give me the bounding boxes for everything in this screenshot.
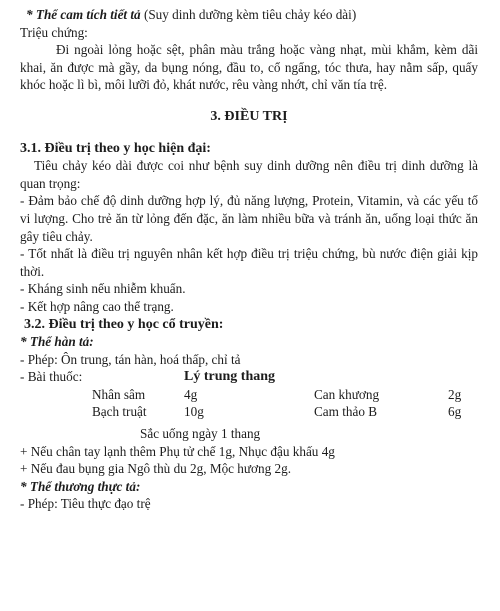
modern-bullet: - Tốt nhất là điều trị nguyên nhân kết hợp điều trị triệu chứng, bù nước điện giải kịp thời. — [20, 246, 478, 279]
recipe-label: - Bài thuốc: — [20, 369, 83, 385]
recipe-name: Lý trung thang — [184, 369, 276, 385]
cam-tich-heading: * Thể cam tích tiết tả — [26, 7, 141, 22]
thuong-thuc-ta-heading: * Thể thương thực tả: — [20, 478, 141, 494]
cam-tich-heading-rest: (Suy dinh dưỡng kèm tiêu chảy kéo dài) — [140, 7, 357, 22]
thuong-thuc-ta-method: - Phép: Tiêu thực đạo trệ — [20, 496, 151, 512]
ingredient-qty: 10g — [184, 404, 204, 420]
ingredient-qty: 4g — [184, 386, 198, 402]
section-title: 3. ĐIỀU TRỊ — [210, 108, 288, 124]
cam-tich-heading-line — [20, 6, 478, 24]
symptoms-text: Đi ngoài lỏng hoặc sệt, phân màu trắng hoặc vàng nhạt, mùi khắm, kèm dãi khai, ăn được mà gầy, da bụng nóng, đầu to, cổ ngẩng, tóc thưa, hay nằm sấp, quấy khóc hoặc lì bì, môi lưỡi đỏ, khát nước, rêu vàng nhớt, chỉ văn tía trệ. — [20, 42, 478, 93]
symptoms-label: Triệu chứng: — [20, 24, 88, 40]
ingredient-qty: 6g — [448, 404, 462, 420]
ingredient-row — [20, 403, 478, 421]
recipe-title-line — [20, 368, 478, 386]
modern-bullet: - Đảm bảo chế độ dinh dưỡng hợp lý, đủ năng lượng, Protein, Vitamin, và các yếu tố vi lượng. Cho trẻ ăn từ lỏng đến đặc, ăn làm nhiều bữa và tránh ăn, uống loại thức ăn gây tiêu chảy. — [20, 193, 478, 244]
han-ta-method: - Phép: Ôn trung, tán hàn, hoá thấp, chỉ tả — [20, 351, 241, 367]
modern-treatment-heading: 3.1. Điều trị theo y học hiện đại: — [20, 140, 211, 156]
ingredient-name: Bạch truật — [92, 404, 147, 420]
addition-line: + Nếu đau bụng gia Ngô thù du 2g, Mộc hương 2g. — [20, 461, 291, 477]
han-ta-heading: * Thể hàn tả: — [20, 334, 94, 350]
modern-bullet: - Kháng sinh nếu nhiễm khuẩn. — [20, 281, 186, 297]
ingredient-qty: 2g — [448, 386, 462, 402]
modern-bullet: - Kết hợp nâng cao thể trạng. — [20, 298, 174, 314]
addition-line: + Nếu chân tay lạnh thêm Phụ tử chế 1g, Nhục đậu khấu 4g — [20, 443, 335, 459]
ingredient-name: Can khương — [314, 386, 380, 402]
ingredient-row — [20, 386, 478, 404]
modern-intro: Tiêu chảy kéo dài được coi như bệnh suy dinh dưỡng nên điều trị dinh dưỡng là quan trọng: — [20, 158, 478, 191]
ingredient-name: Cam thảo B — [314, 404, 378, 420]
traditional-treatment-heading: 3.2. Điều trị theo y học cổ truyền: — [24, 316, 224, 332]
ingredient-name: Nhân sâm — [92, 386, 146, 402]
dosage: Sắc uống ngày 1 thang — [140, 426, 261, 442]
